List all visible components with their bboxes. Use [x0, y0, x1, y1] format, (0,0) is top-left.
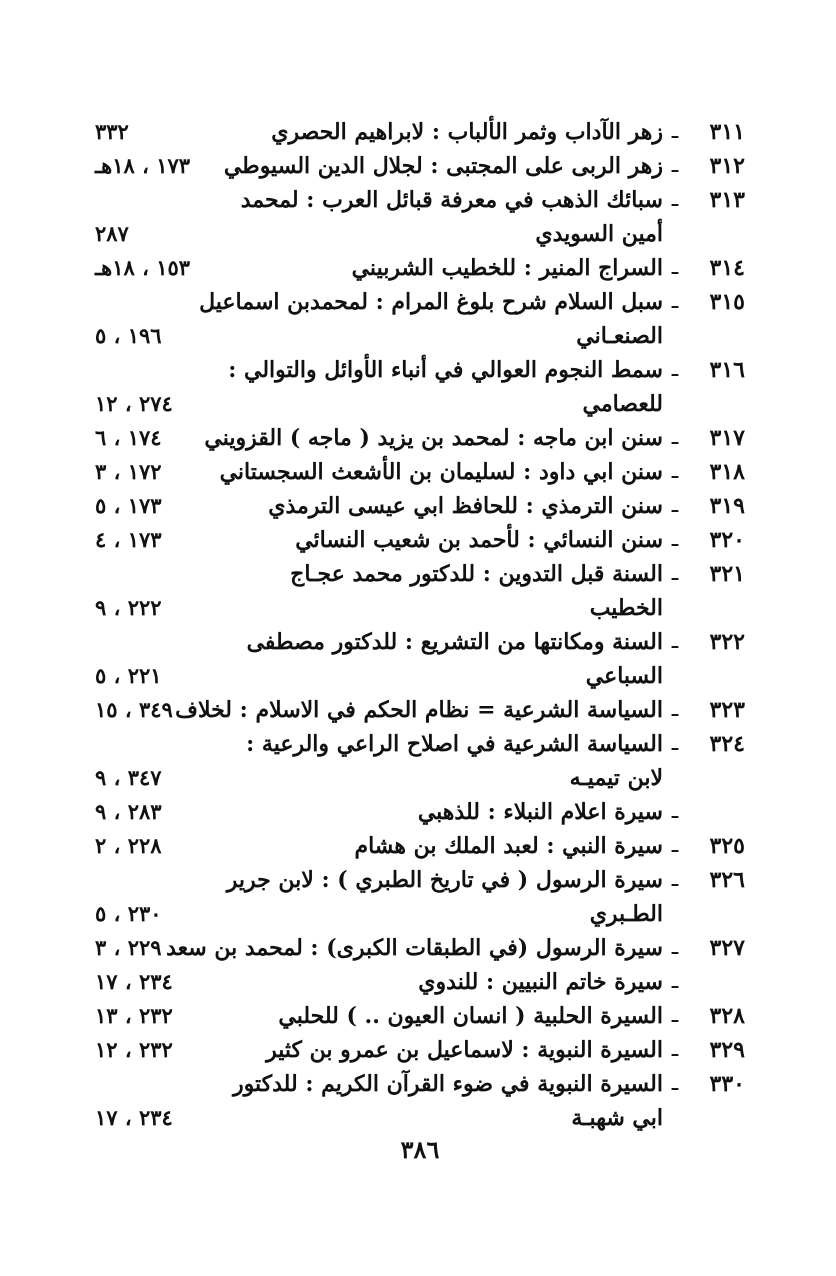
index-entry-row [95, 693, 745, 727]
entry-dash: ـ [671, 357, 679, 382]
entry-title: أمين السويدي [535, 221, 663, 247]
entry-number: ٣٢٣ [709, 697, 745, 723]
index-entry-row [95, 659, 745, 693]
index-entry-row [95, 829, 745, 863]
index-entry-row [95, 863, 745, 897]
index-entry-row [95, 591, 745, 625]
entry-dash: ـ [671, 425, 679, 450]
entry-title: السنة ومكانتها من التشريع : للدكتور مصطفى [246, 629, 663, 655]
entry-number: ٣٢٠ [709, 527, 745, 553]
index-entry-row [95, 285, 745, 319]
entry-title: سمط النجوم العوالي في أنباء الأوائل والتوالي : [228, 357, 663, 383]
entry-title: سيرة النبي : لعبد الملك بن هشام [354, 833, 663, 859]
entry-title: السيرة الحلبية ( انسان العيون .. ) للحلبي [278, 1003, 663, 1029]
entry-title: سبائك الذهب في معرفة قبائل العرب : لمحمد [240, 187, 663, 213]
entry-title: السيرة النبوية : لاسماعيل بن عمرو بن كثير [266, 1037, 663, 1063]
index-entry-row [95, 183, 745, 217]
index-entry-row [95, 319, 745, 353]
entry-page-ref: ٣٤٧ ، ٩ [95, 765, 162, 790]
entry-page-ref: ٢٣٤ ، ١٧ [95, 1105, 173, 1130]
entry-number: ٣١٥ [709, 289, 745, 315]
entry-dash: ـ [671, 119, 679, 144]
entry-title: الطـبري [589, 901, 663, 927]
entry-title: الصنعـاني [576, 323, 663, 349]
entry-number: ٣٢١ [709, 561, 745, 587]
entry-page-ref: ٢٣٤ ، ١٧ [95, 969, 173, 994]
entry-number: ٣١٧ [709, 425, 745, 451]
index-entry-row [95, 455, 745, 489]
index-entry-row [95, 727, 745, 761]
entry-title: سنن ابي داود : لسليمان بن الأشعث السجستاني [219, 459, 663, 485]
index-entry-row [95, 217, 745, 251]
entry-dash: ـ [671, 935, 679, 960]
index-entry-row [95, 625, 745, 659]
entry-number: ٣١٣ [709, 187, 745, 213]
entry-number: ٣١١ [709, 119, 745, 145]
index-entry-row [95, 421, 745, 455]
index-entries [95, 115, 745, 1135]
entry-dash: ـ [671, 1071, 679, 1096]
entry-page-ref: ٢٣٢ ، ١٣ [95, 1003, 173, 1028]
entry-dash: ـ [671, 731, 679, 756]
index-page [95, 115, 745, 1235]
index-entry-row [95, 1033, 745, 1067]
entry-page-ref: ١٧٤ ، ٦ [95, 425, 162, 450]
entry-number: ٣١٦ [709, 357, 745, 383]
entry-dash: ـ [671, 867, 679, 892]
entry-page-ref: ٢٢١ ، ٥ [95, 663, 162, 688]
index-entry-row [95, 523, 745, 557]
page-number: ٣٨٦ [400, 1135, 440, 1164]
entry-dash: ـ [671, 187, 679, 212]
entry-dash: ـ [671, 697, 679, 722]
entry-number: ٣٢٩ [709, 1037, 745, 1063]
entry-dash: ـ [671, 289, 679, 314]
entry-dash: ـ [671, 1037, 679, 1062]
entry-title: سبل السلام شرح بلوغ المرام : لمحمدبن اسماعيل [199, 289, 663, 315]
index-entry-row [95, 795, 745, 829]
entry-number: ٣١٢ [709, 153, 745, 179]
entry-title: السنة قبل التدوين : للدكتور محمد عجـاج [290, 561, 663, 587]
entry-dash: ـ [671, 153, 679, 178]
entry-dash: ـ [671, 459, 679, 484]
entry-page-ref: ٢٣٢ ، ١٢ [95, 1037, 173, 1062]
index-entry-row [95, 387, 745, 421]
entry-title: السراج المنير : للخطيب الشربيني [351, 255, 663, 281]
index-entry-row [95, 353, 745, 387]
entry-number: ٣١٤ [709, 255, 745, 281]
entry-number: ٣٢٧ [709, 935, 745, 961]
entry-page-ref: ٢٨٧ [95, 221, 129, 246]
entry-title: زهر الربى على المجتبى : لجلال الدين السيوطي [223, 153, 663, 179]
entry-page-ref: ٢٢٢ ، ٩ [95, 595, 162, 620]
entry-dash: ـ [671, 561, 679, 586]
entry-dash: ـ [671, 799, 679, 824]
entry-title: سنن النسائي : لأحمد بن شعيب النسائي [295, 527, 663, 553]
entry-title: سنن ابن ماجه : لمحمد بن يزيد ( ماجه ) القزويني [204, 425, 663, 451]
entry-title: لابن تيميـه [569, 765, 663, 791]
entry-title: سيرة اعلام النبلاء : للذهبي [417, 799, 663, 825]
entry-dash: ـ [671, 969, 679, 994]
entry-number: ٣١٨ [709, 459, 745, 485]
index-entry-row [95, 489, 745, 523]
entry-dash: ـ [671, 833, 679, 858]
entry-number: ٣٢٦ [709, 867, 745, 893]
index-entry-row [95, 931, 745, 965]
entry-page-ref: ٢٣٠ ، ٥ [95, 901, 162, 926]
entry-title: السياسة الشرعية في اصلاح الراعي والرعية : [246, 731, 663, 757]
entry-title: سيرة الرسول (في الطبقات الكبرى) : لمحمد بن سعد [166, 935, 663, 961]
entry-title: الخطيب [589, 595, 663, 621]
entry-number: ٣٢٢ [709, 629, 745, 655]
entry-dash: ـ [671, 255, 679, 280]
index-entry-row [95, 965, 745, 999]
entry-page-ref: ١٧٣ ، ٤ [95, 527, 162, 552]
index-entry-row [95, 149, 745, 183]
entry-title: سيرة خاتم النبيين : للندوي [418, 969, 663, 995]
index-entry-row [95, 251, 745, 285]
entry-dash: ـ [671, 629, 679, 654]
entry-title: السباعي [585, 663, 663, 689]
entry-dash: ـ [671, 1003, 679, 1028]
entry-page-ref: ١٩٦ ، ٥ [95, 323, 162, 348]
entry-page-ref: ٢٨٣ ، ٩ [95, 799, 162, 824]
index-entry-row [95, 1101, 745, 1135]
index-entry-row [95, 557, 745, 591]
entry-number: ٣٣٠ [709, 1071, 745, 1097]
entry-title: ابي شهبـة [571, 1105, 663, 1131]
entry-number: ٣٢٥ [709, 833, 745, 859]
entry-page-ref: ٢٧٤ ، ١٢ [95, 391, 173, 416]
index-entry-row [95, 1067, 745, 1101]
entry-page-ref: ٢٢٩ ، ٣ [95, 935, 162, 960]
entry-page-ref: ١٧٣ ، ٥ [95, 493, 162, 518]
entry-title: السيرة النبوية في ضوء القرآن الكريم : للدكتور [233, 1071, 663, 1097]
entry-page-ref: ١٥٣ ، ١٨هـ [95, 255, 191, 280]
entry-number: ٣٢٤ [709, 731, 745, 757]
entry-number: ٣٢٨ [709, 1003, 745, 1029]
entry-dash: ـ [671, 527, 679, 552]
entry-title: للعصامي [582, 391, 663, 417]
entry-dash: ـ [671, 493, 679, 518]
entry-title: سنن الترمذي : للحافظ ابي عيسى الترمذي [268, 493, 663, 519]
entry-page-ref: ١٧٣ ، ١٨هـ [95, 153, 191, 178]
entry-page-ref: ٢٢٨ ، ٢ [95, 833, 162, 858]
entry-number: ٣١٩ [709, 493, 745, 519]
entry-title: السياسة الشرعية = نظام الحكم في الاسلام : لخلاف [175, 697, 663, 723]
index-entry-row [95, 115, 745, 149]
entry-page-ref: ١٧٢ ، ٣ [95, 459, 162, 484]
entry-title: سيرة الرسول ( في تاريخ الطبري ) : لابن جرير [226, 867, 663, 893]
entry-page-ref: ٣٤٩ ، ١٥ [95, 697, 173, 722]
index-entry-row [95, 999, 745, 1033]
entry-page-ref: ٣٣٢ [95, 119, 129, 144]
entry-title: زهر الآداب وثمر الألباب : لابراهيم الحصري [271, 119, 663, 145]
index-entry-row [95, 761, 745, 795]
index-entry-row [95, 897, 745, 931]
